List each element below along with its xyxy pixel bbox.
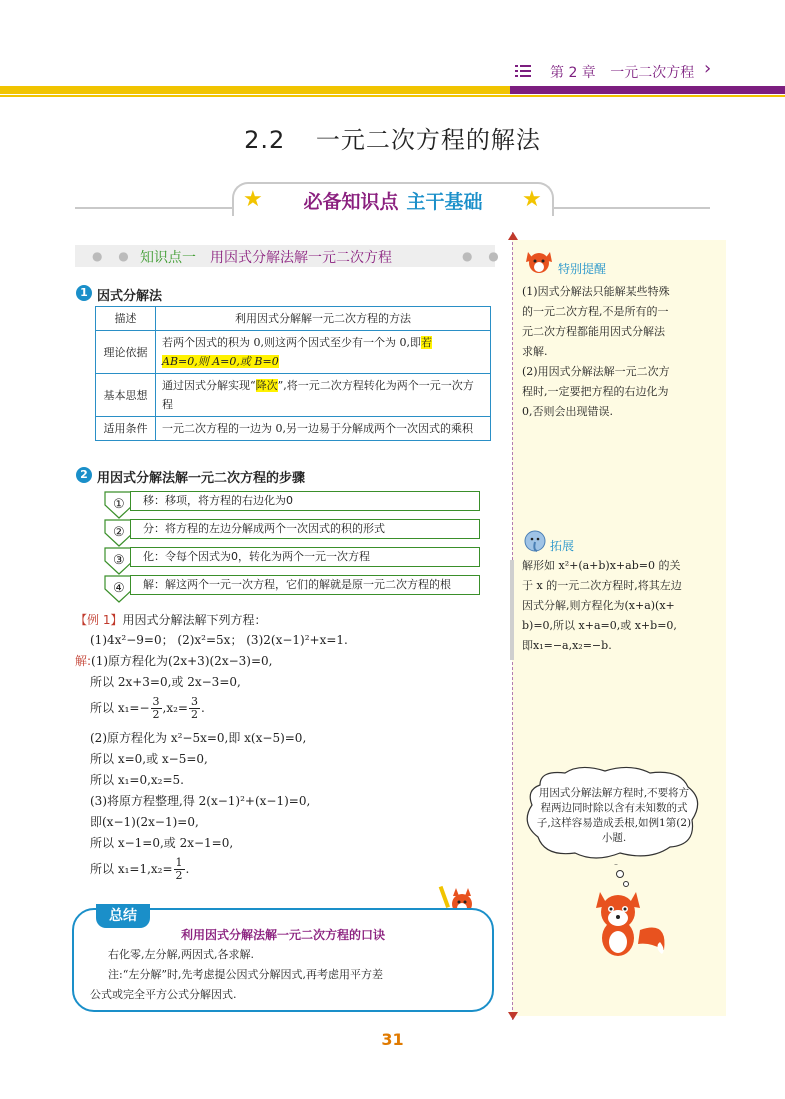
solution-line: (3)将原方程整理,得 2(x−1)²+(x−1)=0,: [90, 794, 311, 808]
solution-line: [75, 651, 272, 671]
solution-line: [90, 857, 189, 882]
knowledge-point-heading: [140, 247, 392, 267]
header-bar-yellow: [0, 86, 510, 94]
solution-text: (1)原方程化为(2x+3)(2x−3)=0,: [91, 654, 273, 668]
extension-paragraph: [522, 556, 718, 656]
knowledge-point-title: 用因式分解法解一元二次方程: [210, 250, 392, 266]
step-text: 化：令每个因式为0，转化为两个一元一次方程: [130, 547, 480, 567]
summary-line: 注:“左分解”时,先考虑提公因式分解因式,再考虑用平方差: [108, 968, 383, 981]
triangle-down-icon: [508, 1012, 518, 1020]
tip-line: 程时,一定要把方程的右边化为: [522, 385, 669, 398]
number-badge: 2: [76, 467, 92, 483]
step-number: ②: [113, 525, 125, 540]
example-prompt-text: 用因式分解法解下列方程：: [122, 613, 267, 627]
page-number: 31: [381, 1030, 404, 1049]
solution-line: [90, 696, 205, 721]
item1-heading: 因式分解法: [97, 289, 163, 304]
step-item: [104, 575, 480, 597]
summary-title: 利用因式分解法解一元二次方程的口诀: [180, 928, 385, 942]
solution-line: 即(x−1)(2x−1)=0,: [90, 815, 199, 829]
highlight: AB=0,则 A=0,或 B=0: [162, 355, 279, 368]
fraction: $\frac{3}{2}$: [152, 695, 160, 721]
star-icon: ★: [243, 187, 263, 212]
fox-head-icon: [524, 248, 554, 274]
table-cell: 理论依据: [96, 331, 156, 374]
solution-text: ,x₂=: [162, 701, 188, 715]
period: .: [200, 701, 205, 715]
cell-text: 通过因式分解实现“: [162, 379, 256, 392]
table-row: [96, 417, 491, 441]
period: .: [185, 862, 190, 876]
cell-text: ”,将一元二次方程转化为两个一元一次方程: [162, 379, 474, 411]
section-title-text: 一元二次方程的解法: [315, 126, 541, 154]
extension-line: 因式分解,则方程化为(x+a)(x+: [522, 599, 675, 612]
example-tag: 【例 1】: [75, 613, 123, 627]
knowledge-point-label: 知识点一: [140, 250, 196, 266]
summary-tag: 总结: [96, 904, 150, 928]
banner-part2: 主干基础: [406, 191, 483, 213]
solution-text: 所以 x₁=1,x₂=: [90, 862, 173, 876]
dots-left: ● ●: [92, 249, 135, 263]
summary-line: 右化零,左分解,两因式,各求解.: [108, 948, 254, 961]
table-cell: 基本思想: [96, 374, 156, 417]
elephant-icon: [522, 528, 548, 554]
solution-line: 所以 2x+3=0,或 2x−3=0,: [90, 675, 241, 689]
step-number: ④: [113, 581, 125, 596]
solution-line: 所以 x₁=0,x₂=5.: [90, 773, 184, 787]
table-row: [96, 374, 491, 417]
dots-right: ● ●: [462, 249, 505, 263]
step-item: [104, 491, 480, 513]
chapter-title: 一元二次方程: [610, 65, 695, 81]
tip-title: 特别提醒: [558, 262, 607, 276]
tip-paragraph: [522, 282, 718, 422]
step-text: 分：将方程的左边分解成两个一次因式的积的形式: [130, 519, 480, 539]
table-row: [96, 307, 491, 331]
step-number: ③: [113, 553, 125, 568]
tip-line: 元二次方程都能用因式分解法: [522, 325, 665, 338]
example-prompt: [75, 610, 266, 630]
tip-line: 的一元二次方程,不是所有的一: [522, 305, 669, 318]
tip-line: 求解.: [522, 345, 548, 358]
extension-line: b)=0,所以 x+a=0,或 x+b=0,: [522, 619, 677, 632]
table-row: [96, 331, 491, 374]
table-cell: 一元二次方程的一边为 0,另一边易于分解成两个一次因式的乘积: [156, 417, 491, 441]
summary-line: 公式或完全平方公式分解因式.: [90, 988, 237, 1001]
bubble-text: 用因式分解法解方程时,不要将方程两边同时除以含有未知数的式子,这样容易造成丢根,如例1第(2)小题.: [536, 787, 692, 844]
step-item: [104, 547, 480, 569]
section-title: [0, 120, 785, 155]
solution-label: 解:: [75, 654, 92, 668]
highlight: 降次: [255, 379, 278, 392]
table-cell: 利用因式分解解一元二次方程的方法: [156, 307, 491, 331]
chapter-number: 第 2 章: [550, 65, 596, 81]
step-number: ①: [113, 497, 125, 512]
tip-line: 0,否则会出现错误.: [522, 405, 613, 418]
method-table: [95, 306, 491, 441]
header-bar-thin: [0, 95, 785, 97]
fraction: $\frac{1}{2}$: [175, 856, 183, 882]
list-icon: [515, 64, 531, 78]
extension-title: 拓展: [550, 539, 575, 553]
highlight: 若: [420, 336, 432, 349]
example-problems: (1)4x²−9=0； (2)x²=5x； (3)2(x−1)²+x=1.: [90, 633, 348, 647]
solution-line: (2)原方程化为 x²−5x=0,即 x(x−5)=0,: [90, 731, 307, 745]
chevron-right-icon[interactable]: ›: [704, 58, 712, 79]
table-cell: 适用条件: [96, 417, 156, 441]
step-text: 解：解这两个一元一次方程，它们的解就是原一元二次方程的根: [130, 575, 480, 595]
table-cell: [156, 331, 491, 374]
number-badge: 1: [76, 285, 92, 301]
solution-line: 所以 x=0,或 x−5=0,: [90, 752, 208, 766]
fox-mascot-icon: [580, 880, 670, 960]
cell-text: 若两个因式的积为 0,则这两个因式至少有一个为 0,即: [162, 336, 421, 349]
section-number: 2.2: [244, 126, 286, 154]
banner-part1: 必备知识点: [303, 191, 399, 213]
header-chapter: [550, 62, 694, 82]
table-cell: 描述: [96, 307, 156, 331]
tip-line: (2)用因式分解法解一元二次方: [522, 365, 670, 378]
solution-line: 所以 x−1=0,或 2x−1=0,: [90, 836, 234, 850]
extension-line: 于 x 的一元二次方程时,将其左边: [522, 579, 682, 592]
item2-heading: 用因式分解法解一元二次方程的步骤: [97, 471, 306, 486]
solution-text: 所以 x₁=−: [90, 701, 150, 715]
scrollbar[interactable]: [510, 560, 514, 660]
table-cell: [156, 374, 491, 417]
banner-title: [232, 187, 554, 214]
step-text: 移：移项，将方程的右边化为0: [130, 491, 480, 511]
step-item: [104, 519, 480, 541]
triangle-up-icon: [508, 232, 518, 240]
extension-line: 解形如 x²+(a+b)x+ab=0 的关: [522, 559, 681, 572]
header-bar-purple: [510, 86, 785, 94]
extension-line: 即x₁=−a,x₂=−b.: [522, 639, 612, 652]
fraction: $\frac{3}{2}$: [190, 695, 198, 721]
tip-line: (1)因式分解法只能解某些特殊: [522, 285, 670, 298]
star-icon: ★: [522, 187, 542, 212]
